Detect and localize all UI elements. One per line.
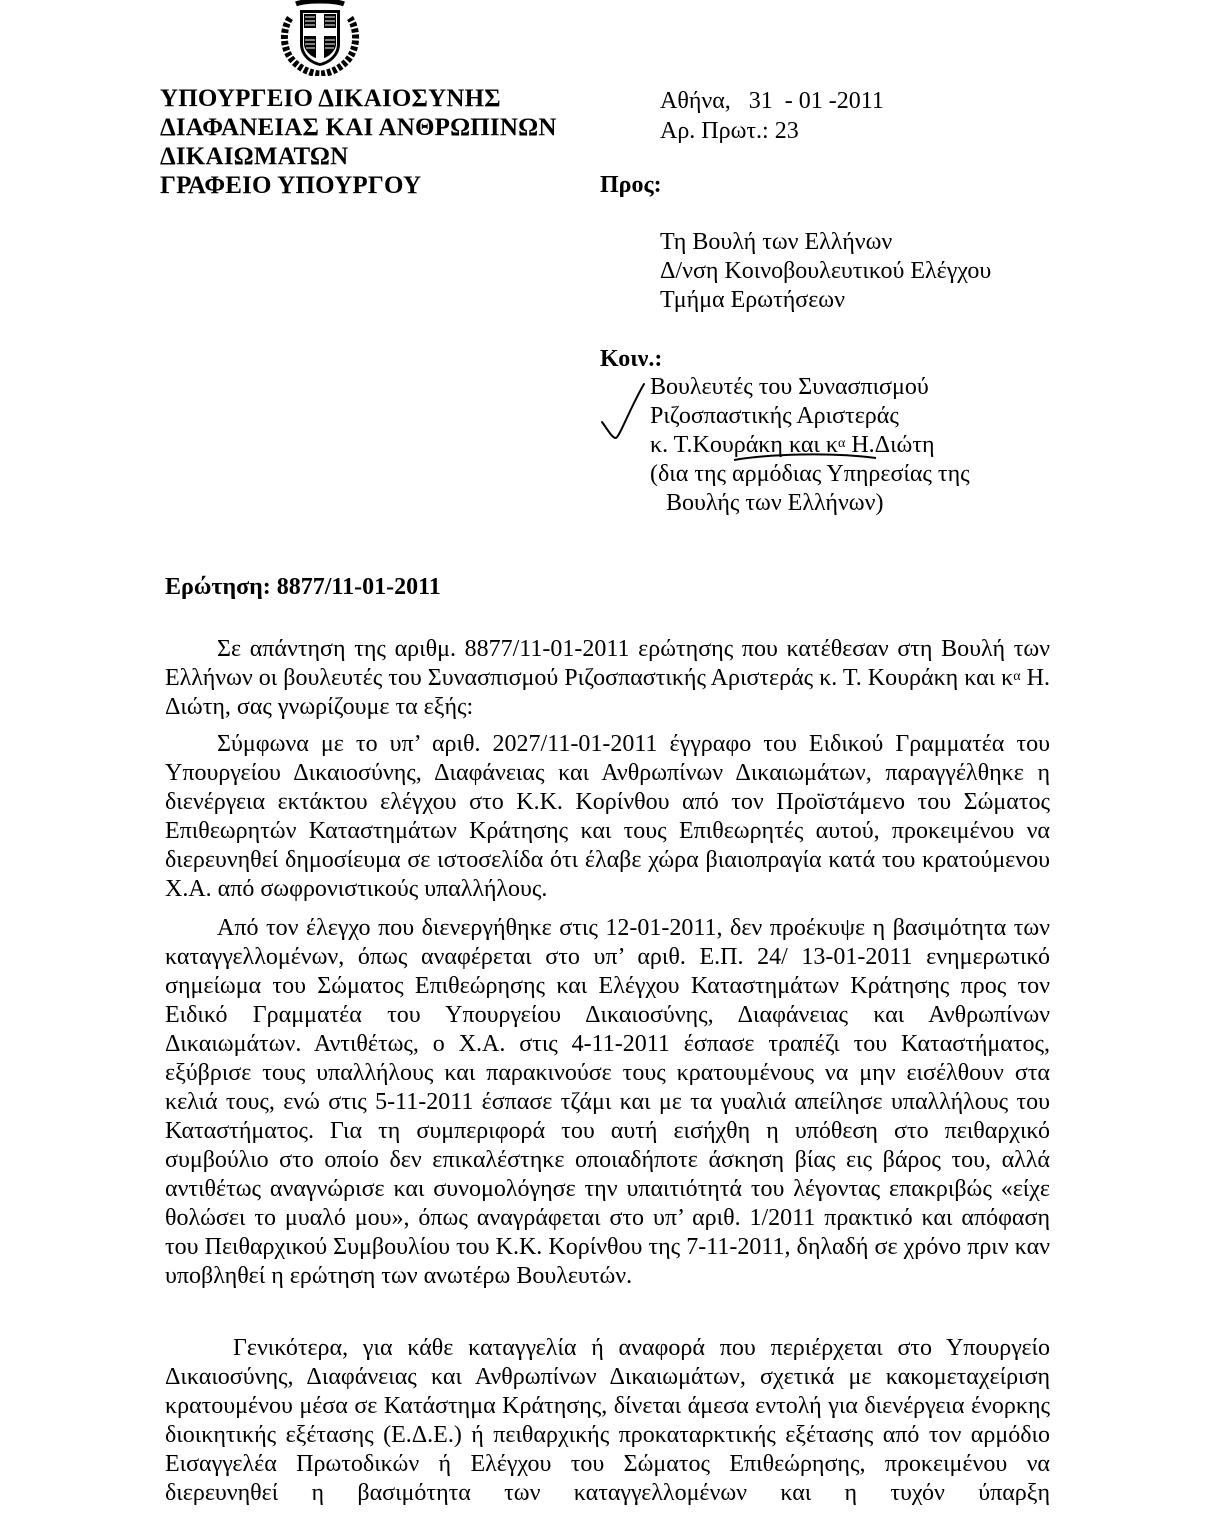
paragraph-text: Από τον έλεγχο που διενεργήθηκε στις 12-01-2011, δεν προέκυψε η βασιμότητα των καταγγελλομένων, όπως αναφέρεται στο υπ’ αριθ. Ε.Π. 24/ 13-01-2011 ενημερωτικό σημείωμα του Σώματος Επιθεώρησης και Ελέγχου Καταστημάτων Κράτησης προς τον Ειδικό Γραμματέα του Υπουργείου Δικαιοσύνης, Διαφάνειας και Ανθρωπίνων Δικαιωμάτων. Αντιθέτως, ο Χ.Α. στις 4-11-2011 έσπασε τραπέζι του Καταστήματος, εξύβρισε τους υπαλλήλους και παρακινούσε τους κρατουμένους να μην εισέλθουν στα κελιά τους, ενώ στις 5-11-2011 έσπασε τζάμι και με τα γυαλιά απείλησε υπαλλήλους του Καταστήματος. Για τη συμπεριφορά του αυτή εισήχθη η υπόθεση στο πειθαρχικό συμβούλιο στο οποίο δεν επικαλέστηκε οποιαδήποτε άσκηση βίας εις βάρος του, αλλά αντιθέτως αναγνώρισε και συνομολόγησε την υπαιτιότητά του λέγοντας επακριβώς «είχε θολώσει το μυαλό μου», όπως αναγράφεται στο υπ’ αριθ. 1/2011 πρακτικό και απόφαση του Πειθαρχικού Συμβουλίου του Κ.Κ. Κορίνθου της 7-11-2011, δηλαδή σε χρόνο πριν καν υποβληθεί η ερώτηση των ανωτέρω Βουλευτών. xyxy=(165,915,1050,1289)
body-paragraph-2 xyxy=(165,730,1050,904)
paragraph-text-part: Η. Διώτη, σας γνωρίζουμε τα εξής: xyxy=(165,665,1050,720)
body-paragraph-1 xyxy=(165,635,1050,722)
cc-line: Ριζοσπαστικής Αριστεράς xyxy=(650,403,899,429)
letterhead-line: ΔΙΑΦΑΝΕΙΑΣ ΚΑΙ ΑΝΘΡΩΠΙΝΩΝ xyxy=(160,114,557,141)
paragraph-text xyxy=(165,635,1050,722)
recipient-line: Τμήμα Ερωτήσεων xyxy=(660,287,845,313)
letterhead-line: ΥΠΟΥΡΓΕΙΟ ΔΙΚΑΙΟΣΥΝΗΣ xyxy=(160,85,501,112)
handwritten-underline-mark xyxy=(730,450,880,464)
question-subject: Ερώτηση: 8877/11-01-2011 xyxy=(165,574,441,600)
letterhead-line: ΓΡΑΦΕΙΟ ΥΠΟΥΡΓΟΥ xyxy=(160,172,422,199)
recipient-line: Τη Βουλή των Ελλήνων xyxy=(660,229,893,255)
paragraph-text: Γενικότερα, για κάθε καταγγελία ή αναφορά που περιέρχεται στο Υπουργείο Δικαιοσύνης, Διαφάνειας και Ανθρωπίνων Δικαιωμάτων, σχετικά με κακομεταχείριση κρατουμένου μέσα σε Κατάστημα Κράτησης, δίνεται άμεσα εντολή για διενέργεια ένορκης διοικητικής εξέτασης (Ε.Δ.Ε.) ή πειθαρχικής προκαταρκτικής εξέτασης από τον αρμόδιο Εισαγγελέα Πρωτοδικών ή Ελέγχου του Σώματος Επιθεώρησης, προκειμένου να διερευνηθεί η βασιμότητα των καταγγελλομένων και η τυχόν ύπαρξη xyxy=(165,1335,1050,1506)
cc-names-text: κ. Τ.Κουράκη και κ xyxy=(650,432,838,458)
cc-names-text: Η.Διώτη xyxy=(845,432,935,458)
date-protocol-block xyxy=(660,86,884,146)
recipient-block xyxy=(660,228,991,315)
paragraph-text-part: Σε απάντηση της αριθμ. 8877/11-01-2011 ερώτησης που κατέθεσαν στη Βουλή των Ελλήνων οι βουλευτές του Συνασπισμού Ριζοσπαστικής Αριστεράς κ. Τ. Κουράκη και κ xyxy=(165,636,1050,691)
cc-block xyxy=(650,373,970,518)
to-label: Προς: xyxy=(600,172,662,198)
cc-line: Βουλευτές του Συνασπισμού xyxy=(650,374,929,400)
greek-coat-of-arms-icon xyxy=(276,0,364,76)
protocol-number: Αρ. Πρωτ.: 23 xyxy=(660,118,799,144)
cc-line: (δια της αρμόδιας Υπηρεσίας της xyxy=(650,461,970,487)
body-paragraph-3 xyxy=(165,914,1050,1291)
handwritten-checkmark-icon xyxy=(598,380,648,442)
ministry-letterhead xyxy=(160,84,557,200)
cc-line: Βουλής των Ελλήνων) xyxy=(666,490,884,516)
paragraph-text: Σύμφωνα με το υπ’ αριθ. 2027/11-01-2011 έγγραφο του Ειδικού Γραμματέα του Υπουργείου Δικαιοσύνης, Διαφάνειας και Ανθρωπίνων Δικαιωμάτων, παραγγέλθηκε η διενέργεια εκτάκτου ελέγχου στο Κ.Κ. Κορίνθου από τον Προϊστάμενο του Σώματος Επιθεωρητών Καταστημάτων Κράτησης και τους Επιθεωρητές αυτού, προκειμένου να διερευνηθεί δημοσίευμα σε ιστοσελίδα ότι έλαβε χώρα βιαιοπραγία κατά του κρατούμενου Χ.Α. από σωφρονιστικούς υπαλλήλους. xyxy=(165,731,1050,902)
date-line: Αθήνα, 31 - 01 -2011 xyxy=(660,88,884,114)
letterhead-line: ΔΙΚΑΙΩΜΑΤΩΝ xyxy=(160,143,349,170)
superscript: α xyxy=(1013,669,1021,684)
body-paragraph-4 xyxy=(165,1334,1050,1508)
recipient-line: Δ/νση Κοινοβουλευτικού Ελέγχου xyxy=(660,258,992,284)
cc-superscript: α xyxy=(837,436,846,451)
cc-label: Κοιν.: xyxy=(600,346,663,372)
